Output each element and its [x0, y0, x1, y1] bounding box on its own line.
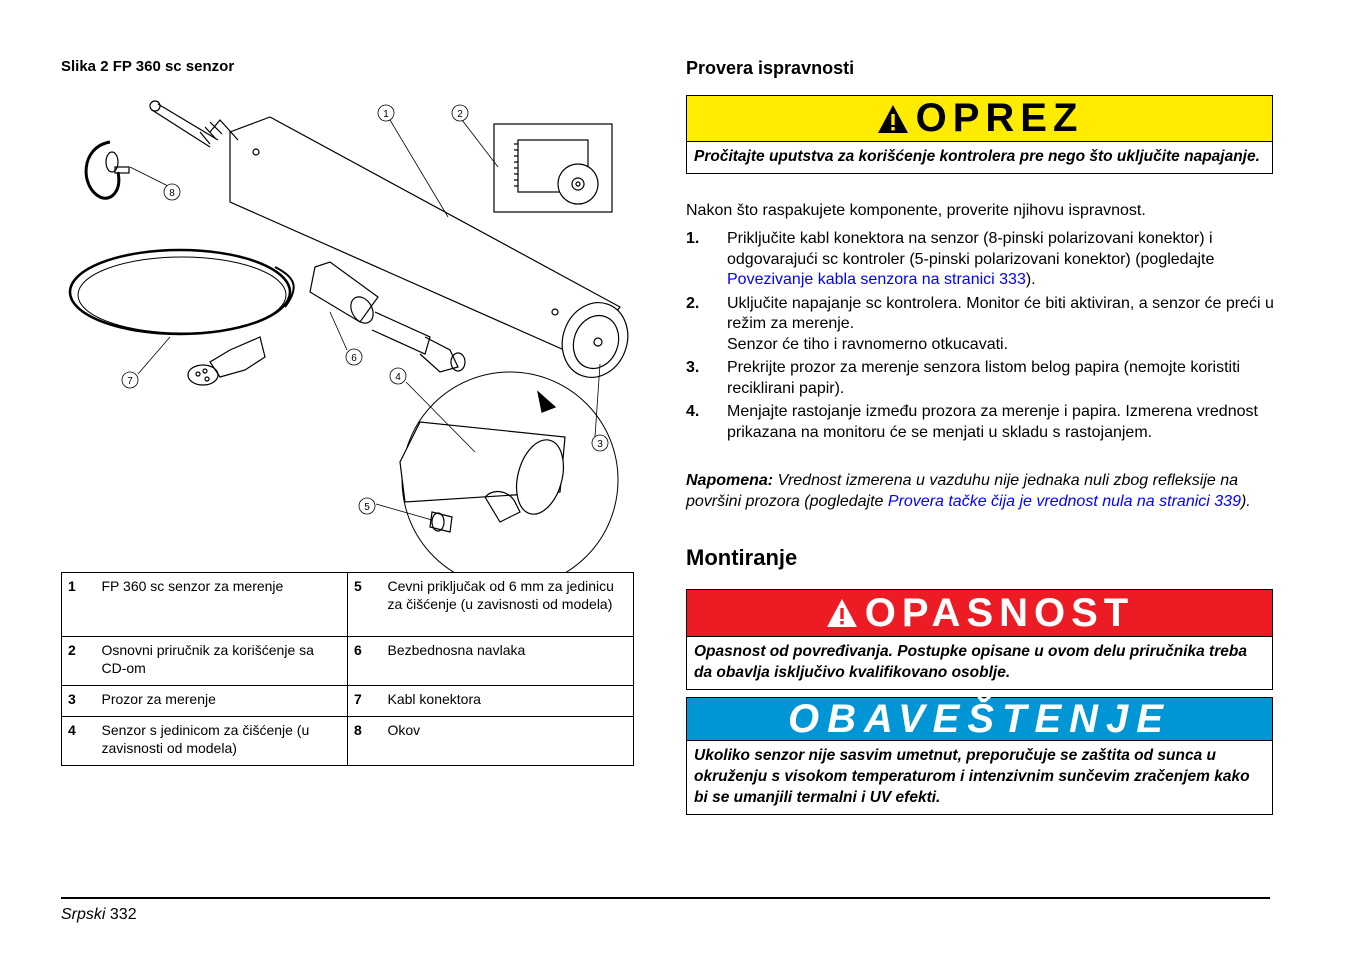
sensor-body-drawing — [150, 101, 638, 387]
legend-num: 8 — [348, 717, 382, 766]
svg-text:1: 1 — [383, 109, 389, 120]
page-footer — [61, 906, 137, 924]
list-item — [686, 294, 1276, 356]
callout-1 — [378, 105, 394, 121]
legend-text: Bezbednosna navlaka — [382, 637, 634, 686]
note-paragraph: Napomena: Vrednost izmerena u vazduhu nije jednaka nuli zbog refleksije na površini prozora (pogledajte Provera tačke čija je vrednost nula na stranici 339). — [686, 472, 1251, 510]
callout-3 — [592, 435, 608, 451]
legend-num: 7 — [348, 686, 382, 717]
step-text: Uključite napajanje sc kontrolera. Monitor će biti aktiviran, a senzor će preći u režim za merenje. Senzor će tiho i ravnomerno otkucavati. — [727, 294, 1274, 353]
caution-text: Pročitajte uputstva za korišćenje kontrolera pre nego što uključite napajanje. — [694, 148, 1260, 165]
notice-text: Ukoliko senzor nije sasvim umetnut, preporučuje se zaštita od sunca u okruženju s visokom temperaturom i intenzivnim sunčevim zračenjem kako bi se umanjili termalni i UV efekti. — [694, 747, 1250, 806]
step-number: 1. — [686, 230, 700, 247]
danger-word: OPASNOST — [864, 590, 1135, 635]
legend-text: Prozor za merenje — [96, 686, 348, 717]
svg-text:2: 2 — [457, 109, 463, 120]
svg-text:7: 7 — [127, 376, 133, 387]
cable-coil-drawing — [70, 250, 294, 334]
list-item — [686, 402, 1276, 443]
step-number: 3. — [686, 359, 700, 376]
notice-word: OBAVEŠTENJE — [788, 696, 1171, 741]
svg-text:3: 3 — [597, 439, 603, 450]
svg-text:6: 6 — [351, 353, 357, 364]
cross-reference-link[interactable]: Povezivanje kabla senzora na stranici 333 — [727, 271, 1026, 288]
svg-text:5: 5 — [364, 502, 370, 513]
caution-word: OPREZ — [915, 96, 1084, 140]
legend-text: Kabl konektora — [382, 686, 634, 717]
caution-box — [686, 95, 1273, 174]
detail-circle-drawing — [400, 372, 618, 572]
section-heading: Provera ispravnosti — [686, 58, 855, 78]
warning-triangle-icon — [876, 103, 910, 135]
danger-box — [686, 589, 1273, 690]
legend-num: 1 — [62, 573, 96, 637]
notice-box — [686, 697, 1273, 815]
callout-8 — [164, 184, 180, 200]
danger-band — [687, 590, 1272, 637]
legend-text: Okov — [382, 717, 634, 766]
table-row — [62, 573, 634, 637]
note-label: Napomena: — [686, 472, 774, 489]
legend-text: Senzor s jedinicom za čišćenje (u zavisnosti od modela) — [96, 717, 348, 766]
footer-language: Srpski — [61, 906, 106, 923]
legend-num: 4 — [62, 717, 96, 766]
notice-band — [687, 698, 1272, 741]
shackle-drawing — [86, 142, 129, 198]
callout-5 — [359, 498, 375, 514]
callout-2 — [452, 105, 468, 121]
intro-text: Nakon što raspakujete komponente, proverite njihovu ispravnost. — [686, 202, 1146, 219]
svg-text:4: 4 — [395, 372, 401, 383]
legend-num: 6 — [348, 637, 382, 686]
legend-num: 2 — [62, 637, 96, 686]
footer-rule — [61, 897, 1270, 899]
callout-6 — [346, 349, 362, 365]
sensor-illustration — [60, 92, 640, 572]
connector-plug-drawing — [188, 337, 265, 385]
danger-text: Opasnost od povređivanja. Postupke opisane u ovom delu priručnika treba da obavlja isključivo kvalifikovano osoblje. — [694, 643, 1247, 681]
legend-num: 5 — [348, 573, 382, 637]
step-number: 4. — [686, 403, 700, 420]
step-text: Menjajte rastojanje između prozora za merenje i papira. Izmerena vrednost prikazana na monitoru će se menjati u skladu s rastojanjem. — [727, 403, 1258, 441]
caution-band — [687, 96, 1272, 142]
list-item — [686, 358, 1276, 399]
svg-text:8: 8 — [169, 188, 175, 199]
legend-num: 3 — [62, 686, 96, 717]
legend-text: Osnovni priručnik za korišćenje sa CD-om — [96, 637, 348, 686]
callout-4 — [390, 368, 406, 384]
legend-text: Cevni priključak od 6 mm za jedinicu za čišćenje (u zavisnosti od modela) — [382, 573, 634, 637]
manual-box-drawing — [494, 124, 612, 212]
figure-title: Slika 2 FP 360 sc senzor — [61, 58, 235, 75]
page-number: 332 — [109, 906, 137, 923]
steps-list — [686, 229, 1276, 446]
warning-triangle-icon — [825, 597, 859, 629]
table-row — [62, 637, 634, 686]
step-text: Prekrijte prozor za merenje senzora listom belog papira (nemojte koristiti reciklirani papir). — [727, 359, 1241, 397]
step-number: 2. — [686, 294, 700, 312]
table-row — [62, 717, 634, 766]
figure-legend-table — [61, 572, 634, 766]
cross-reference-link[interactable]: Provera tačke čija je vrednost nula na stranici 339 — [887, 492, 1241, 510]
legend-text: FP 360 sc senzor za merenje — [96, 573, 348, 637]
section-heading: Montiranje — [686, 545, 798, 570]
step-text: Priključite kabl konektora na senzor (8-pinski polarizovani konektor) i odgovarajući sc kontroler (5-pinski polarizovani konektor) (pogledajte Povezivanje kabla senzora na stranici 333). — [727, 230, 1215, 288]
table-row — [62, 686, 634, 717]
callout-7 — [122, 372, 138, 388]
list-item — [686, 229, 1276, 291]
